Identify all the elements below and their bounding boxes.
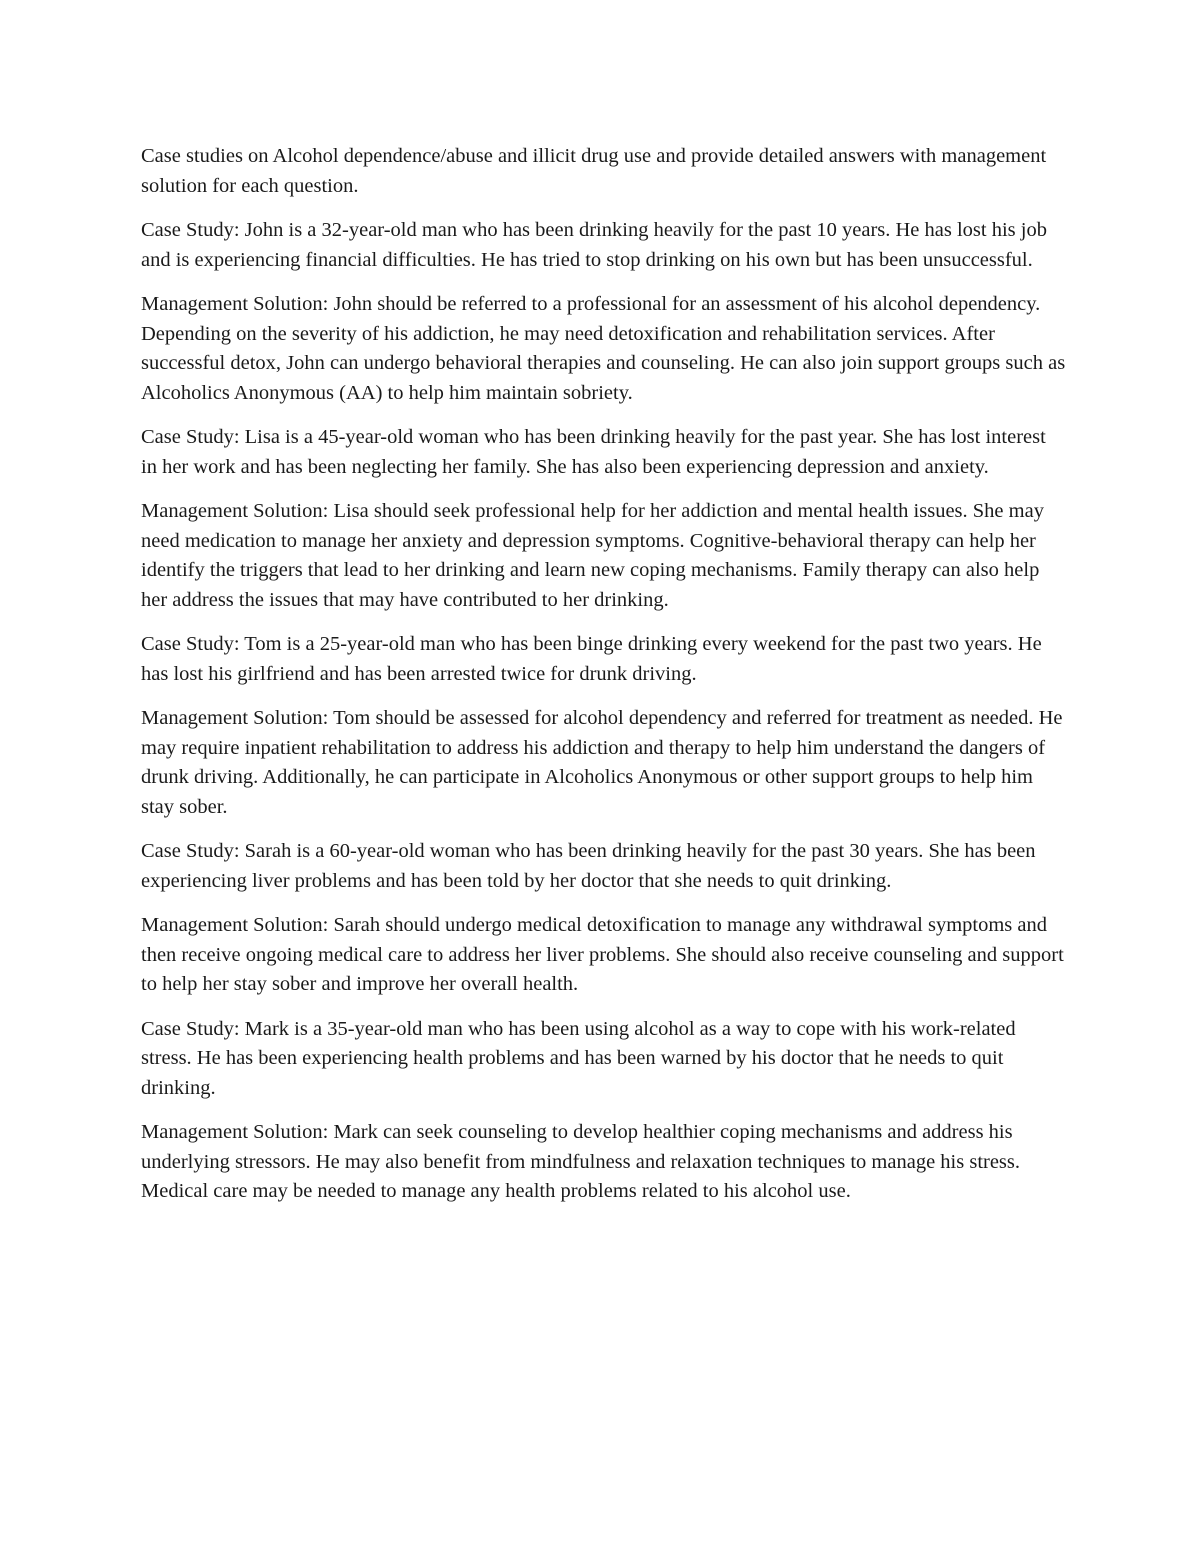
- management-solution-lisa: Management Solution: Lisa should seek professional help for her addiction and mental health issues. She may need medication to manage her anxiety and depression symptoms. Cognitive-behavioral therapy can help her identify the triggers that lead to her drinking and learn new coping mechanisms. Family therapy can also help her address the issues that may have contributed to her drinking.: [141, 500, 1044, 611]
- intro-paragraph: Case studies on Alcohol dependence/abuse and illicit drug use and provide detailed answers with management solution for each question.: [141, 145, 1047, 197]
- case-study-john: Case Study: John is a 32-year-old man who has been drinking heavily for the past 10 years. He has lost his job and is experiencing financial difficulties. He has tried to stop drinking on his own but has been unsuccessful.: [141, 219, 1047, 271]
- case-study-sarah: Case Study: Sarah is a 60-year-old woman who has been drinking heavily for the past 30 years. She has been experiencing liver problems and has been told by her doctor that she needs to quit drinking.: [141, 840, 1036, 892]
- case-study-lisa: Case Study: Lisa is a 45-year-old woman who has been drinking heavily for the past year. She has lost interest in her work and has been neglecting her family. She has also been experiencing depression and anxiety.: [141, 426, 1046, 478]
- management-solution-john: Management Solution: John should be referred to a professional for an assessment of his alcohol dependency. Depending on the severity of his addiction, he may need detoxification and rehabilitation services. After successful detox, John can undergo behavioral therapies and counseling. He can also join support groups such as Alcoholics Anonymous (AA) to help him maintain sobriety.: [141, 293, 1066, 404]
- management-solution-mark: Management Solution: Mark can seek counseling to develop healthier coping mechanisms and address his underlying stressors. He may also benefit from mindfulness and relaxation techniques to manage his stress. Medical care may be needed to manage any health problems related to his alcohol use.: [141, 1121, 1021, 1202]
- case-study-tom: Case Study: Tom is a 25-year-old man who has been binge drinking every weekend for the past two years. He has lost his girlfriend and has been arrested twice for drunk driving.: [141, 633, 1042, 685]
- case-study-mark: Case Study: Mark is a 35-year-old man who has been using alcohol as a way to cope with his work-related stress. He has been experiencing health problems and has been warned by his doctor that he needs to quit drinking.: [141, 1017, 1016, 1099]
- management-solution-tom: Management Solution: Tom should be assessed for alcohol dependency and referred for treatment as needed. He may require inpatient rehabilitation to address his addiction and therapy to help him understand the dangers of drunk driving. Additionally, he can participate in Alcoholics Anonymous or other support groups to help him stay sober.: [141, 707, 1063, 818]
- management-solution-sarah: Management Solution: Sarah should undergo medical detoxification to manage any withdrawal symptoms and then receive ongoing medical care to address her liver problems. She should also receive counseling and support to help her stay sober and improve her overall health.: [141, 914, 1064, 995]
- document-body: [141, 142, 1066, 1222]
